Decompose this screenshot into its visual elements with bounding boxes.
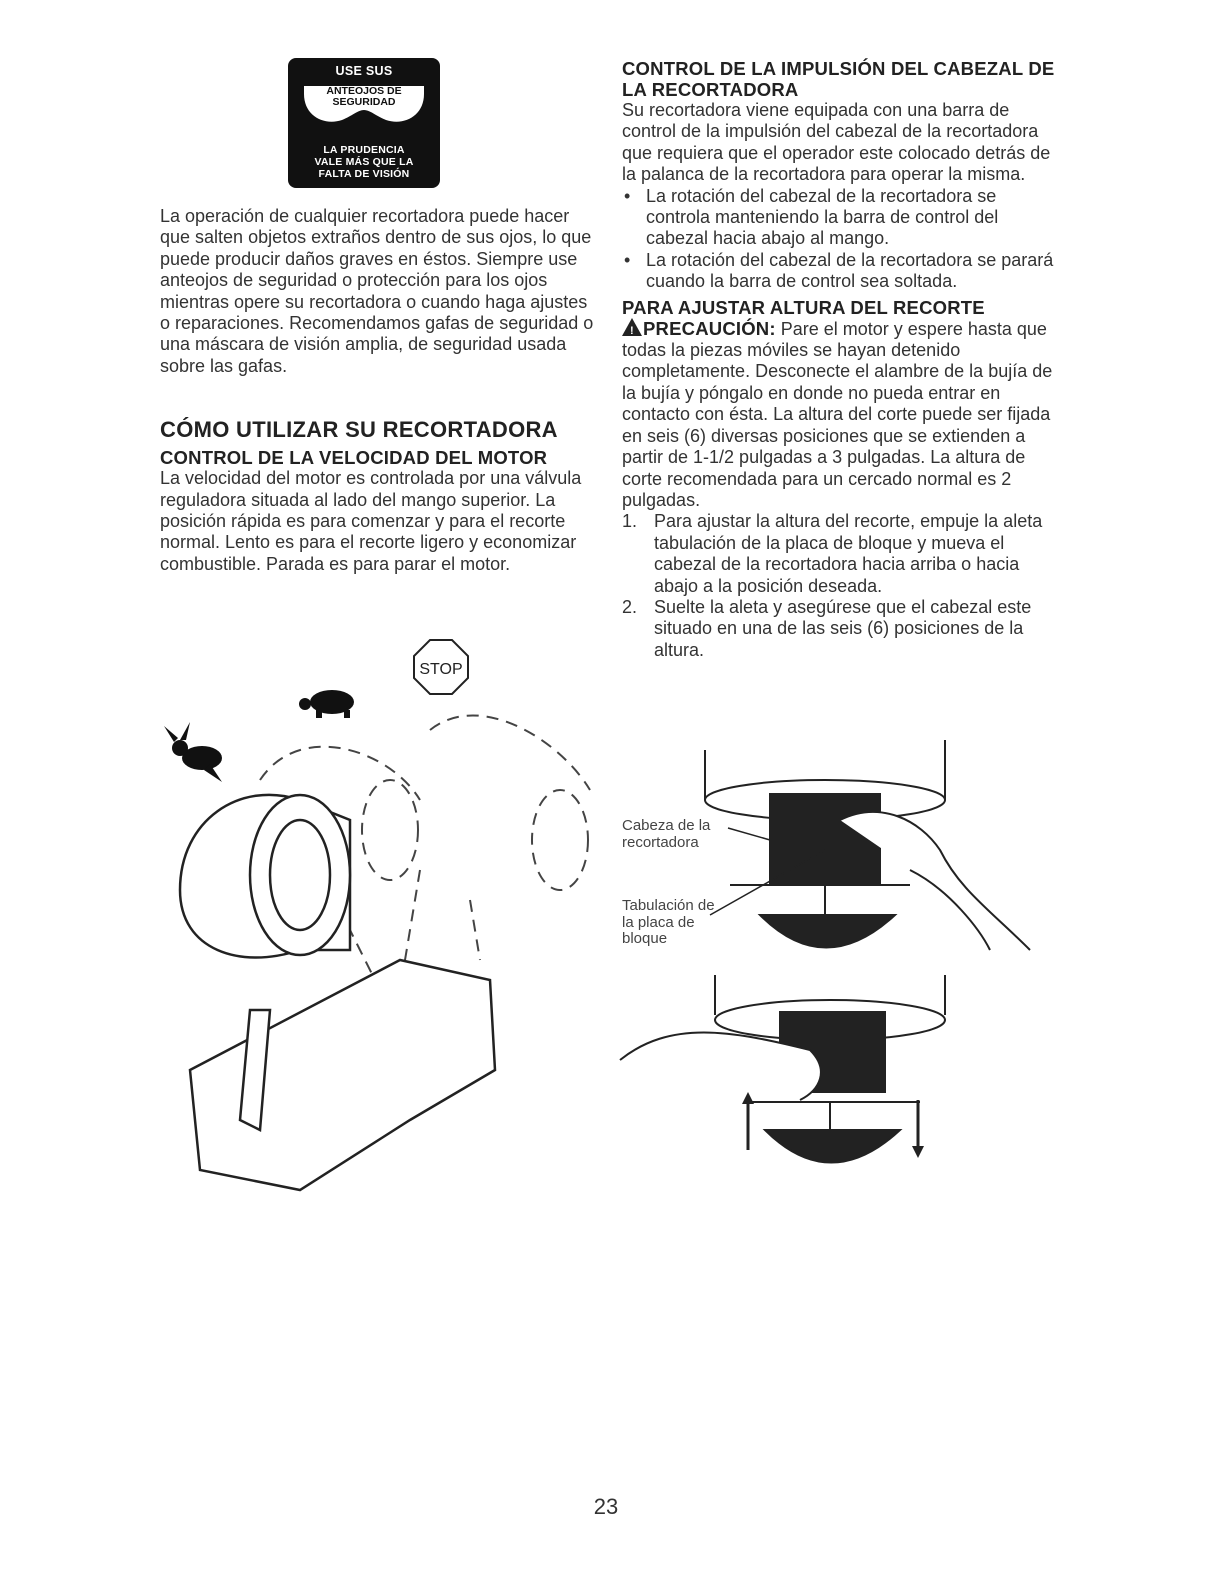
turtle-slow-icon (299, 690, 354, 718)
badge-line3c: FALTA DE VISIÓN (318, 168, 410, 180)
head-drive-bullets (622, 186, 1062, 293)
stop-icon (414, 640, 468, 694)
callout-trimmer-head: Cabeza de la recortadora (622, 817, 711, 851)
badge-line2a: ANTEOJOS DE (326, 85, 402, 97)
callout-block-plate-tab: Tabulación de la placa de bloque (622, 897, 715, 947)
step-item (622, 597, 1062, 661)
badge-line1: USE SUS (335, 64, 393, 78)
caution-text: Pare el motor y espere hasta que todas la piezas móviles se hayan detenido completamente. Desconecte el alambre de la bujía de la bujía y póngalo en donde no pueda entrar en contacto con ésta. La altura del corte puede ser fijada en seis (6) diversas posiciones que se extienden a partir de 1-1/2 pulgadas a 3 pulgadas. La altura de corte recomendada para un cercado normal es 2 pulgadas. (622, 318, 1053, 510)
trimmer-head-illustration (610, 740, 1060, 1170)
caution-label: PRECAUCIÓN: (643, 317, 776, 339)
step-number: 2. (622, 596, 638, 617)
badge-line3b: VALE MÁS QUE LA (314, 156, 414, 168)
engine-speed-heading: CONTROL DE LA VELOCIDAD DEL MOTOR (160, 447, 548, 469)
safety-intro-text: La operación de cualquier recortadora puede hacer que salten objetos extraños dentro de sus ojos, lo que puede producir daños graves en éstos. Siempre use anteojos de seguridad o protección para los ojos mientras opere su recortadora o cuando haga ajustes o reparaciones. Recomendamos gafas de seguridad o una máscara de visión amplia, de seguridad usada sobre las gafas. (160, 206, 594, 376)
how-to-use-heading: CÓMO UTILIZAR SU RECORTADORA (160, 417, 558, 443)
cut-height-heading: PARA AJUSTAR ALTURA DEL RECORTE (622, 296, 985, 318)
head-drive-heading: CONTROL DE LA IMPULSIÓN DEL CABEZAL DE LA RECORTADORA (622, 58, 1055, 100)
warning-icon (622, 318, 642, 336)
left-column (160, 58, 600, 575)
step-number: 1. (622, 511, 638, 532)
page-number: 23 (593, 1494, 619, 1519)
engine-speed-text: La velocidad del motor es controlada por una válvula reguladora situada al lado del mango superior. La posición rápida es para comenzar y para el recorte normal. Lento es para el recorte ligero y economizar combustible. Parada es para parar el motor. (160, 468, 582, 574)
stop-label: STOP (419, 661, 463, 678)
throttle-control-illustration (160, 630, 620, 1200)
step-text: Para ajustar la altura del recorte, empuje la aleta tabulación de la placa de bloque y mueva el cabezal de la recortadora hacia arriba o hacia abajo a la posición deseada. (654, 511, 1043, 596)
badge-line3a: LA PRUDENCIA (323, 144, 405, 156)
step-text: Suelte la aleta y asegúrese que el cabezal este situado en una de las seis (6) posiciones de la altura. (654, 596, 1032, 660)
head-drive-text: Su recortadora viene equipada con una barra de control de la impulsión del cabezal de la recortadora que requiera que el operador este colocado detrás de la palanca de la recortadora para operar la misma. (622, 100, 1051, 185)
step-item (622, 511, 1062, 597)
bullet-item: • La rotación del cabezal de la recortadora se parará cuando la barra de control sea soltada. (622, 250, 1062, 293)
badge-line2b: SEGURIDAD (332, 96, 396, 108)
bullet-item: • La rotación del cabezal de la recortadora se controla manteniendo la barra de control del cabezal hacia abajo al mango. (622, 186, 1062, 250)
cut-height-steps (622, 511, 1062, 661)
right-column (622, 58, 1062, 661)
caution-paragraph (622, 318, 1062, 512)
rabbit-fast-icon (164, 722, 222, 782)
